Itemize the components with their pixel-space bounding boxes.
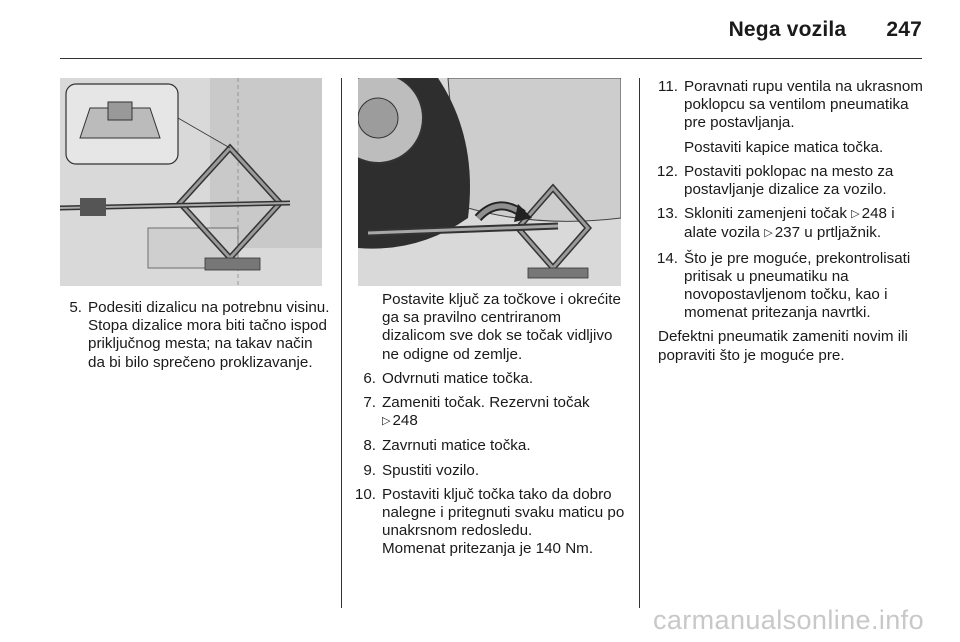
page-reference: ▷ 248 <box>851 205 887 222</box>
page-header <box>729 18 922 42</box>
list-item: 7. Zameniti točak. Rezervni točak ▷ 248 <box>352 394 628 431</box>
list-item: 10. Postaviti ključ točka tako da dobro nalegne i pritegnuti svaku maticu po unakrsnom redosledu. Momenat pritezanja je 140 Nm. <box>354 485 625 558</box>
list-item: 11. Poravnati rupu ventila na ukrasnom poklopcu sa ventilom pneumatika pre postavljanja. Postaviti kapice matica točka. <box>658 78 923 156</box>
list-item: 9. Spustiti vozilo. <box>363 461 480 479</box>
page-title: Nega vozila <box>728 18 847 41</box>
page-reference: ▷ 237 <box>764 224 800 241</box>
page-reference: ▷ 248 <box>382 412 418 429</box>
list-item: 12. Postaviti poklopac na mesto za postavljanje dizalice za vozilo. <box>656 162 894 199</box>
column-separator <box>341 78 342 608</box>
page-number: 247 <box>886 18 922 41</box>
list-item: 6. Odvrnuti matice točka. <box>363 369 534 387</box>
column-3-text <box>650 78 926 365</box>
wheel-wrench-drawing <box>358 78 621 286</box>
jack-placement-drawing <box>60 78 322 286</box>
watermark-text: carmanualsonline.info <box>652 605 924 635</box>
wheel-wrench-illustration <box>358 78 621 286</box>
closing-paragraph: Defektni pneumatik zameniti novim ili popraviti što je moguće pre. <box>658 328 908 364</box>
intro-paragraph: Postavite ključ za točkove i okrećite ga sa pravilno centriranom dizalicom sve dok se točak vidljivo ne odigne od zemlje. <box>382 291 621 363</box>
column-2-text <box>352 291 628 565</box>
list-item: 14. Što je pre moguće, prekontrolisati pritisak u pneumatiku na novopostavljenom točku, kao i momenat pritezanja navrtki. <box>656 249 911 322</box>
list-item: 13. Skloniti zamenjeni točak ▷ 248 i alate vozila ▷ 237 u prtljažnik. <box>650 205 926 243</box>
list-item: 8. Zavrnuti matice točka. <box>363 437 531 455</box>
header-rule <box>60 58 922 59</box>
jack-placement-illustration <box>60 78 322 286</box>
column-separator <box>639 78 640 608</box>
column-1-text <box>60 299 330 378</box>
list-item: 5. Podesiti dizalicu na potrebnu visinu. Stopa dizalice mora biti tačno ispod priključnog mesta; na takav način da bi bilo sprečeno proklizavanje. <box>69 299 330 371</box>
